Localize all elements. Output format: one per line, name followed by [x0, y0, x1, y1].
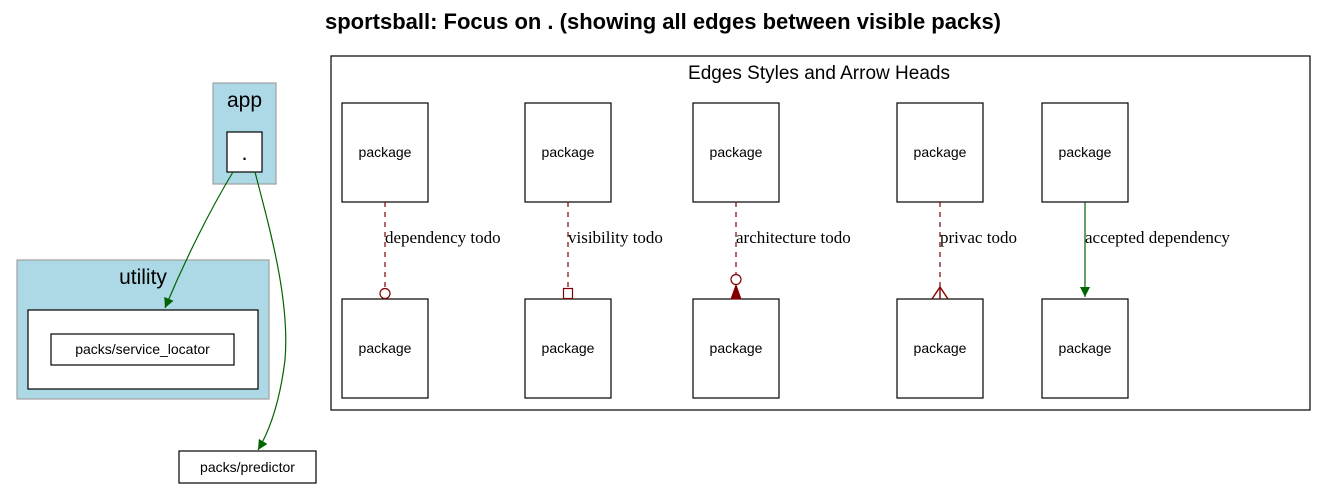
- cluster-utility-label: utility: [119, 266, 167, 289]
- node-root-pack-label: .: [241, 140, 248, 165]
- cluster-utility: [17, 260, 269, 399]
- legend-edge-label: dependency todo: [385, 228, 501, 247]
- legend-title: Edges Styles and Arrow Heads: [688, 63, 950, 84]
- cluster-app-label: app: [226, 89, 263, 112]
- legend-bottom-node-label: package: [1058, 340, 1112, 356]
- legend-edge-label: privac todo: [940, 228, 1017, 247]
- legend-bottom-node-label: package: [709, 340, 763, 356]
- node-service-locator-label: packs/service_locator: [75, 341, 210, 357]
- legend-bottom-node-label: package: [358, 340, 412, 356]
- legend-edge-label: accepted dependency: [1085, 228, 1230, 247]
- legend-edge-label: architecture todo: [736, 228, 851, 247]
- legend-top-node-label: package: [709, 144, 763, 160]
- node-predictor-label: packs/predictor: [200, 459, 295, 475]
- diagram-title: sportsball: Focus on . (showing all edges between visible packs): [324, 9, 1002, 34]
- legend-bottom-node-label: package: [541, 340, 595, 356]
- cluster-app: [213, 83, 276, 184]
- legend-bottom-node-label: package: [913, 340, 967, 356]
- legend-edge-label: visibility todo: [568, 228, 663, 247]
- legend-top-node-label: package: [1058, 144, 1112, 160]
- legend-top-node-label: package: [913, 144, 967, 160]
- legend-top-node-label: package: [358, 144, 412, 160]
- legend-top-node-label: package: [541, 144, 595, 160]
